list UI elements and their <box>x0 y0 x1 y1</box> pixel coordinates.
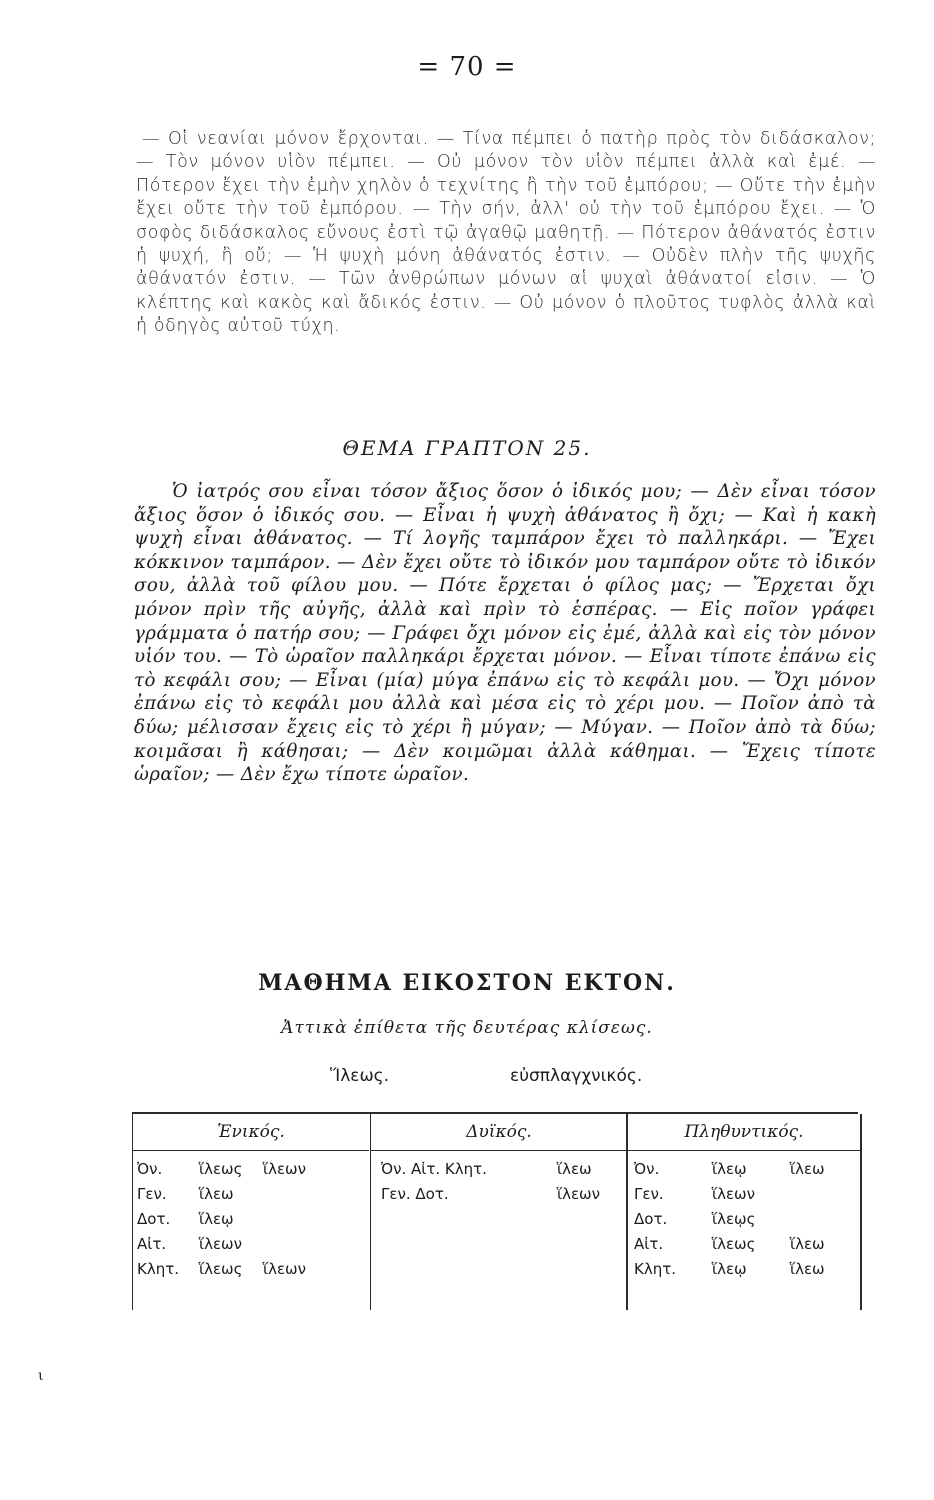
case-label: Κλητ. <box>634 1260 677 1278</box>
form-cell: ἵλεῳς <box>712 1210 756 1228</box>
lesson-title: ΜΑΘΗΜΑ ΕΙΚΟΣΤΟΝ ΕΚΤΟΝ. <box>258 970 676 996</box>
page-number: = 70 = <box>417 52 517 82</box>
column-header: Δυϊκός. <box>371 1114 627 1151</box>
case-label: Κλητ. <box>137 1260 180 1278</box>
form-cell: ἵλεων <box>263 1160 307 1178</box>
table-row <box>371 1157 627 1182</box>
form-cell: ἵλεῳ <box>712 1260 747 1278</box>
declension-table <box>132 1112 858 1310</box>
paragraph-text: — Οἱ νεανίαι μόνον ἔρχονται. — Τίνα πέμπει ὁ πατὴρ πρὸς τὸν διδάσκαλον; — Τὸν μόνον υἱὸν πέμπει. — Οὐ μόνον τὸν υἱὸν πέμπει ἀλλὰ καὶ ἐμέ. — Πότερον ἔχει τὴν ἐμὴν χηλὸν ὁ τεχνίτης ἢ τὴν τοῦ ἐμπόρου; — Οὔτε τὴν ἐμὴν ἔχει οὔτε τὴν τοῦ ἐμπόρου. — Τὴν σήν, ἀλλ' οὐ τὴν τοῦ ἐμπόρου ἔχει. — Ὁ σοφὸς διδάσκαλος εὔνους ἐστὶ τῷ ἀγαθῷ μαθητῇ. — Πότερον ἀθάνατός ἐστιν ἡ ψυχή, ἢ οὔ; — Ἡ ψυχὴ μόνη ἀθάνατός ἐστιν. — Οὐδὲν πλὴν τῆς ψυχῆς ἀθάνατόν ἐστιν. — Τῶν ἀνθρώπων μόνων αἱ ψυχαὶ ἀθάνατοί εἰσιν. — Ὁ κλέπτης καὶ κακὸς καὶ ἄδικός ἐστιν. — Οὐ μόνον ὁ πλοῦτος τυφλὸς ἀλλὰ καὶ ἡ ὁδηγὸς αὐτοῦ τύχη. <box>136 129 876 337</box>
table-row <box>133 1207 369 1232</box>
case-label: Ὀν. <box>137 1160 163 1178</box>
case-label: Αἰτ. <box>137 1235 167 1253</box>
form-cell: ἵλεως <box>199 1260 243 1278</box>
singular-column <box>132 1114 369 1310</box>
case-label: Γεν. Δοτ. <box>381 1185 449 1203</box>
margin-mark: ι <box>38 1368 44 1384</box>
case-label: Γεν. <box>634 1185 664 1203</box>
form-cell: ἵλεων <box>557 1185 601 1203</box>
table-row <box>628 1182 860 1207</box>
plural-column <box>626 1114 862 1310</box>
form-cell: ἵλεων <box>712 1185 756 1203</box>
form-cell: ἵλεω <box>790 1260 825 1278</box>
form-cell: ἵλεω <box>790 1235 825 1253</box>
dual-column <box>370 1114 627 1310</box>
table-row <box>628 1157 860 1182</box>
table-row <box>628 1232 860 1257</box>
form-cell: ἵλεω <box>199 1185 234 1203</box>
translation-exercise-paragraph <box>134 480 876 787</box>
form-cell: ἵλεων <box>263 1260 307 1278</box>
form-cell: ἵλεω <box>557 1160 592 1178</box>
table-row <box>628 1207 860 1232</box>
form-cell: ἵλεῳ <box>712 1160 747 1178</box>
form-cell: ἵλεω <box>790 1160 825 1178</box>
table-row <box>133 1182 369 1207</box>
lesson-subtitle: Ἀττικὰ ἐπίθετα τῆς δευτέρας κλίσεως. <box>281 1018 653 1038</box>
table-row <box>133 1257 369 1282</box>
column-header: Πληθυντικός. <box>628 1114 860 1151</box>
paragraph-text: Ὁ ἰατρός σου εἶναι τόσον ἄξιος ὅσον ὁ ἰδικός μου; — Δὲν εἶναι τόσον ἄξιος ὅσον ὁ ἰδικός σου. — Εἶναι ἡ ψυχὴ ἀθάνατος ἢ ὄχι; — Καὶ ἡ κακὴ ψυχὴ εἶναι ἀθάνατος. — Τί λογῆς ταμπάρον ἔχει τὸ παλληκάρι. — Ἔχει κόκκινον ταμπάρον. — Δὲν ἔχει οὔτε τὸ ἰδικόν μου ταμπάρον οὔτε τὸ ἰδικόν σου, ἀλλὰ τοῦ φίλου μου. — Πότε ἔρχεται ὁ φίλος μας; — Ἔρχεται ὄχι μόνον πρὶν τῆς αὐγῆς, ἀλλὰ καὶ πρὶν τὸ ἑσπέρας. — Εἰς ποῖον γράφει γράμματα ὁ πατήρ σου; — Γράφει ὄχι μόνον εἰς ἐμέ, ἀλλὰ καὶ εἰς τὸν μόνον υἱόν του. — Τὸ ὡραῖον παλληκάρι ἔρχεται μόνον. — Εἶναι τίποτε ἐπάνω εἰς τὸ κεφάλι σου; — Εἶναι (μία) μύγα ἐπάνω εἰς τὸ κεφάλι μου. — Ὄχι μόνον ἐπάνω εἰς τὸ κεφάλι μου ἀλλὰ καὶ μέσα εἰς τὸ χέρι μου. — Ποῖον ἀπὸ τὰ δύω; μέλισσαν ἔχεις εἰς τὸ χέρι ἢ μύγαν; — Μύγαν. — Ποῖον ἀπὸ τὰ δύω; κοιμᾶσαι ἢ κάθησαι; — Δὲν κοιμῶμαι ἀλλὰ κάθημαι. — Ἔχεις τίποτε ὡραῖον; — Δὲν ἔχω τίποτε ὡραῖον. <box>134 481 876 786</box>
example-word: Ἵλεως. <box>330 1066 390 1086</box>
greek-exercise-paragraph <box>136 128 876 339</box>
example-word: εὐσπλαγχνικός. <box>510 1066 643 1086</box>
table-row <box>628 1257 860 1282</box>
form-cell: ἵλεως <box>712 1235 756 1253</box>
form-cell: ἵλεῳ <box>199 1210 234 1228</box>
table-row <box>133 1157 369 1182</box>
theme-title: ΘΕΜΑ ΓΡΑΠΤΟΝ 25. <box>342 436 592 460</box>
case-label: Αἰτ. <box>634 1235 664 1253</box>
column-header: Ἑνικός. <box>133 1114 369 1151</box>
case-label: Δοτ. <box>137 1210 171 1228</box>
table-row <box>371 1182 627 1207</box>
case-label: Δοτ. <box>634 1210 668 1228</box>
form-cell: ἵλεως <box>199 1160 243 1178</box>
table-row <box>133 1232 369 1257</box>
case-label: Γεν. <box>137 1185 167 1203</box>
form-cell: ἵλεων <box>199 1235 243 1253</box>
case-label: Ὀν. Αἰτ. Κλητ. <box>381 1160 487 1178</box>
case-label: Ὀν. <box>634 1160 660 1178</box>
